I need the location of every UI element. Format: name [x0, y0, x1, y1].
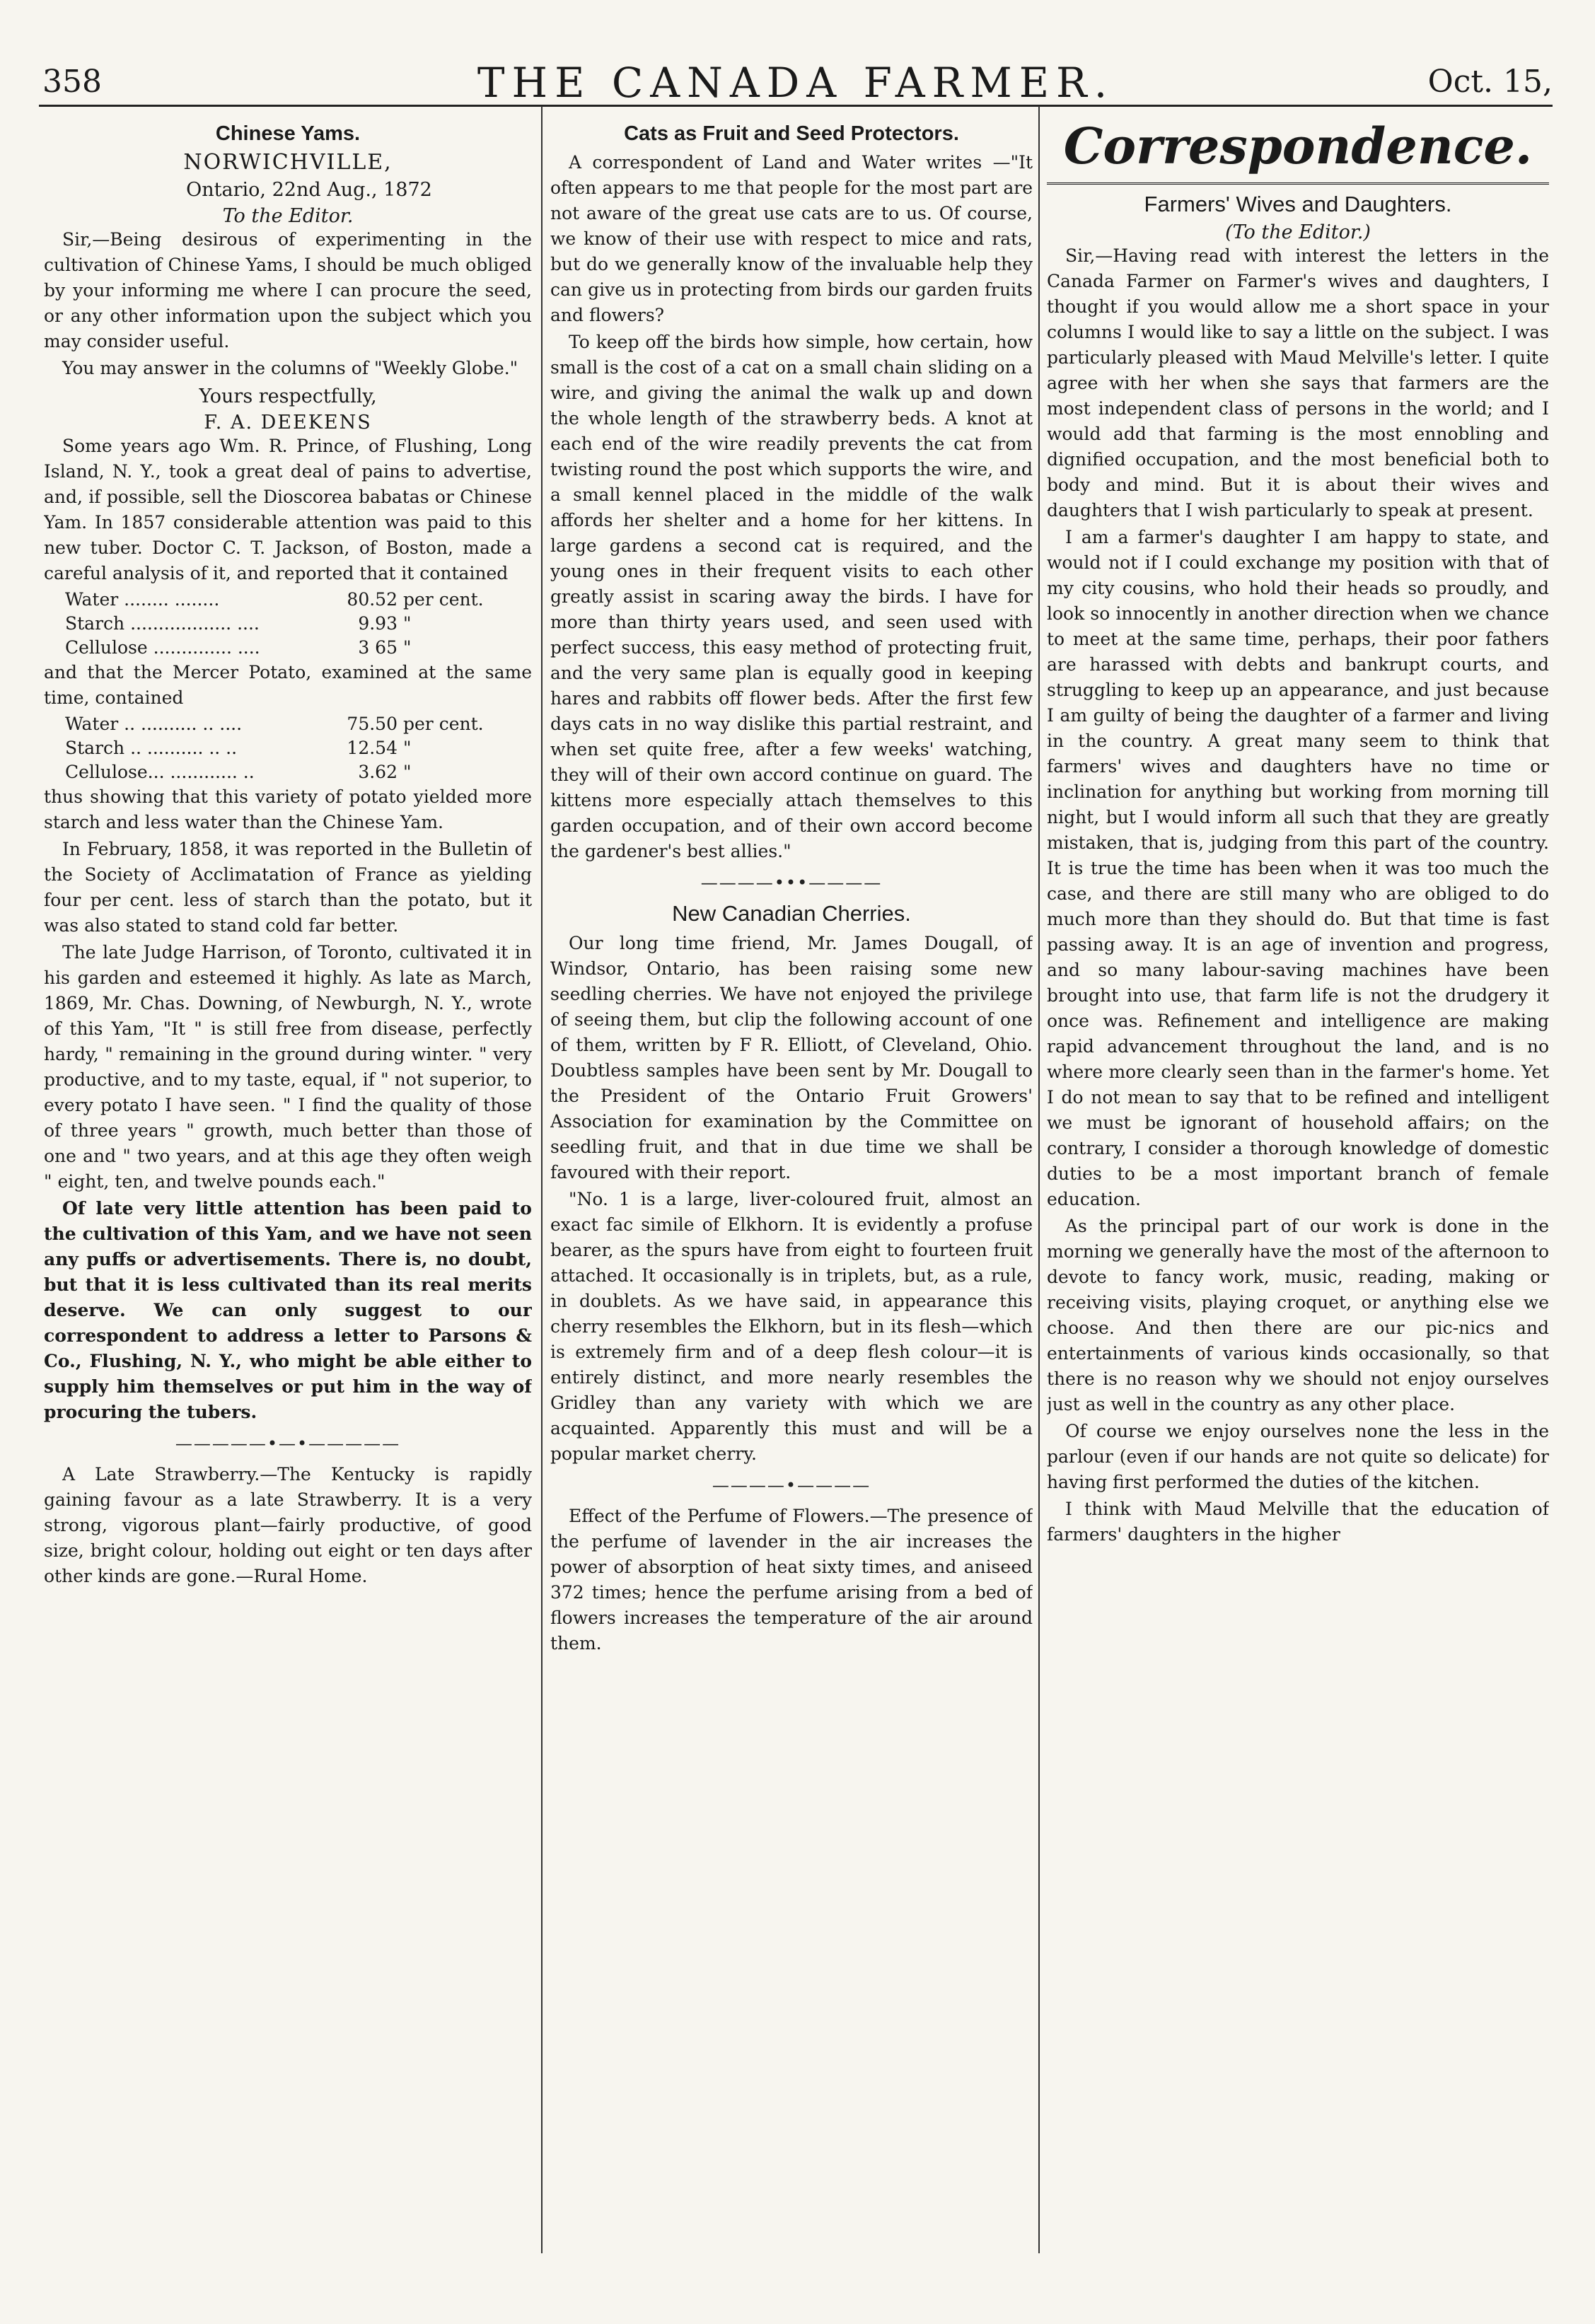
letter-paragraph: As the principal part of our work is done in the morning we generally have the most of the afternoon to devote to fancy work, music, reading, making or receiving visits, playing croquet, or anything else we choose. And then there are our pic-nics and entertainments of various kinds occasionally, so that there is no reason why we should not enjoy ourselves just as well in the country as any other place. [1047, 1216, 1549, 1414]
article-paragraph: Some years ago Wm. R. Prince, of Flushing, Long Island, N. Y., took a great deal of pains to advertise, and, if possible, sell the Dioscorea babatas or Chinese Yam. In 1857 considerable attention was paid to this new tuber. Doctor C. T. Jackson, of Boston, made a careful analysis of it, and reported that it contained [44, 436, 532, 583]
section-ornament: —————•—•————— [175, 1434, 401, 1453]
page-number: 358 [42, 64, 102, 100]
dateline-date: Ontario, 22nd Aug., 1872 [186, 179, 432, 201]
section-masthead: Correspondence. [1047, 117, 1549, 185]
article-paragraph: thus showing that this variety of potato yielded more starch and less water than the Chinese Yam. [44, 786, 532, 832]
article-paragraph: and that the Mercer Potato, examined at the same time, contained [44, 662, 532, 708]
table-row: Water ........ ........ 80.52 per cent. [65, 589, 484, 610]
article-paragraph: A Late Strawberry.—The Kentucky is rapidly gaining favour as a late Strawberry. It is a very strong, vigorous plant—fairly productive, of good size, bright colour, holding out eight or ten days after other kinds are gone.—Rural Home. [44, 1464, 532, 1586]
column-rule [541, 106, 543, 2253]
table-row: Starch .. .......... .. .. 12.54 " [65, 738, 412, 758]
article-paragraph: A correspondent of Land and Water writes —"It often appears to me that people for the most part are not aware of the great use cats are to us. Of course, we know of their use with respect to mice and rats, but do we generally know of the invaluable help they can give us in protecting from birds our garden fruits and flowers? [550, 152, 1033, 325]
article-paragraph: Of late very little attention has been paid to the cultivation of this Yam, and we have not seen any puffs or advertisements. There is, no doubt, but that it is less cultivated than its real merits deserve. We can only suggest to our correspondent to address a letter to Parsons & Co., Flushing, N. Y., who might be able either to supply him themselves or put him in the way of procuring the tubers. [44, 1198, 532, 1422]
section-ornament: ————•———— [712, 1475, 871, 1495]
letter-paragraph: You may answer in the columns of "Weekly Globe." [62, 358, 518, 378]
analysis-table [65, 588, 532, 660]
article-heading: New Canadian Cherries. [672, 901, 911, 926]
letter-paragraph: I think with Maud Melville that the education of farmers' daughters in the higher [1047, 1499, 1549, 1545]
page-header [39, 48, 1553, 107]
article-heading: Cats as Fruit and Seed Protectors. [624, 122, 959, 145]
letter-closing: Yours respectfully, [199, 385, 377, 407]
article-paragraph: The late Judge Harrison, of Toronto, cultivated it in his garden and esteemed it highly. As late as March, 1869, Mr. Chas. Downing, of Newburgh, N. Y., wrote of this Yam, "It " is still free from disease, perfectly hardy, " remaining in the ground during winter. " very productive, and to my taste, equal, if " not superior, to every potato I have seen. " I find the quality of those of three years " growth, much better than those of one and " two years, and at this age they often weigh " eight, ten, and twelve pounds each." [44, 942, 532, 1192]
article-paragraph: Our long time friend, Mr. James Dougall, of Windsor, Ontario, has been raising some new seedling cherries. We have not enjoyed the privilege of seeing them, but clip the following account of one of them, written by F R. Elliott, of Cleveland, Ohio. Doubtless samples have been sent by Mr. Dougall to the President of the Ontario Fruit Growers' Association for examination by the Committee on seedling fruit, and that in due time we shall be favoured with their report. [550, 933, 1033, 1183]
article-paragraph: "No. 1 is a large, liver-coloured fruit, almost an exact fac simile of Elkhorn. It is evidently a profuse bearer, as the spurs have from eight to fourteen fruit attached. It occasionally is in triplets, but, as a rule, in doublets. As we have said, in appearance this cherry resembles the Elkhorn, but in its flesh—which is extremely firm and of a deep flesh colour—it is entirely distinct, and more nearly resembles the Gridley than any variety with which we are acquainted. Apparently this must and will be a popular market cherry. [550, 1189, 1033, 1464]
letter-paragraph: Of course we enjoy ourselves none the less in the parlour (even if our hands are not quite so delicate) for having first performed the duties of the kitchen. [1047, 1421, 1549, 1492]
letter-paragraph: Sir,—Being desirous of experimenting in the cultivation of Chinese Yams, I should be much obliged by your informing me where I can procure the seed, or any other information upon the subject which you may consider useful. [44, 229, 532, 351]
analysis-table [65, 712, 532, 784]
salutation: (To the Editor.) [1225, 221, 1371, 243]
table-row: Water .. .......... .. .... 75.50 per cent. [65, 714, 484, 734]
newspaper-title: THE CANADA FARMER. [477, 59, 1115, 107]
column-3 [1047, 117, 1549, 1549]
letter-paragraph: Sir,—Having read with interest the letters in the Canada Farmer on Farmer's wives and daughters, I thought if you would allow me a short space in your columns I would like to say a little on the subject. I was particularly pleased with Maud Melville's letter. I quite agree with her when she says that farmers are the most independent class of persons in the world; and I would add that farming is the most ennobling and dignified occupation, and the most beneficial both to body and mind. But it is about their wives and daughters that I wish particularly to speak at present. [1047, 245, 1549, 521]
article-paragraph: In February, 1858, it was reported in the Bulletin of the Society of Acclimatation of France as yielding four per cent. less of starch than the potato, but it was also stated to stand cold far better. [44, 839, 532, 936]
article-paragraph: To keep off the birds how simple, how certain, how small is the cost of a cat on a small chain sliding on a wire, and giving the animal the walk up and down the whole length of the strawberry beds. A knot at each end of the wire readily prevents the cat from twisting round the post which supports the wire, and a small kennel placed in the middle of the walk affords her shelter and a home for her kittens. In large gardens a second cat is required, and the young ones in their frequent visits to each other greatly assist in scaring away the birds. I have for more than thirty years used, and seen used with perfect success, this easy method of protecting fruit, and the very same plan is equally good in keeping hares and rabbits off flower beds. After the first few days cats in no way dislike this partial restraint, and when set quite free, after a few weeks' watching, they will of their own accord continue on guard. The kittens more especially attach themselves to this garden occupation, and of their own accord become the gardener's best allies." [550, 332, 1033, 861]
table-row: Starch .................. .... 9.93 " [65, 613, 412, 634]
table-row: Cellulose .............. .... 3 65 " [65, 637, 412, 658]
column-2 [550, 117, 1033, 1658]
table-row: Cellulose... ............ .. 3.62 " [65, 762, 412, 782]
article-heading: Farmers' Wives and Daughters. [1144, 192, 1452, 216]
article-heading: Chinese Yams. [215, 122, 361, 145]
section-ornament: ————•••———— [700, 873, 883, 893]
letter-paragraph: I am a farmer's daughter I am happy to state, and would not if I could exchange my position with that of my city cousins, who hold their heads so proudly, and look so innocently in another direction when we chance to meet at the same time, perhaps, their poor fathers are harassed with debts and bankrupt courts, and struggling to keep up an appearance, and just because I am guilty of being the daughter of a farmer and living in the country. A great many seem to think that farmers' wives and daughters have no time or inclination for anything but working from morning till night, but I would inform all such that they are greatly mistaken, that is, judging from this part of the country. It is true the time has been when it was too much the case, and there are still many who are obliged to do much more than they should do. But that time is fast passing away. It is an age of invention and progress, and so many labour-saving machines have been brought into use, that farm life is not the drudgery it once was. Refinement and intelligence are making rapid advancement throughout the land, and is no where more clearly seen than in the farmer's home. Yet I do not mean to say that to be refined and intelligent we must be ignorant of household affairs; on the contrary, I consider a thorough knowledge of domestic duties to be a most important branch of female education. [1047, 527, 1549, 1209]
letter-signature: F. A. DEEKENS [204, 412, 372, 434]
article-paragraph: Effect of the Perfume of Flowers.—The presence of the perfume of lavender in the air increases the power of absorption of heat sixty times, and aniseed 372 times; hence the perfume arising from a bed of flowers increases the temperature of the air around them. [550, 1506, 1033, 1654]
issue-date: Oct. 15, [1427, 64, 1553, 100]
salutation: To the Editor. [222, 205, 354, 227]
column-1 [44, 117, 532, 1591]
dateline-place: NORWICHVILLE, [183, 150, 393, 175]
column-rule [1038, 106, 1040, 2253]
